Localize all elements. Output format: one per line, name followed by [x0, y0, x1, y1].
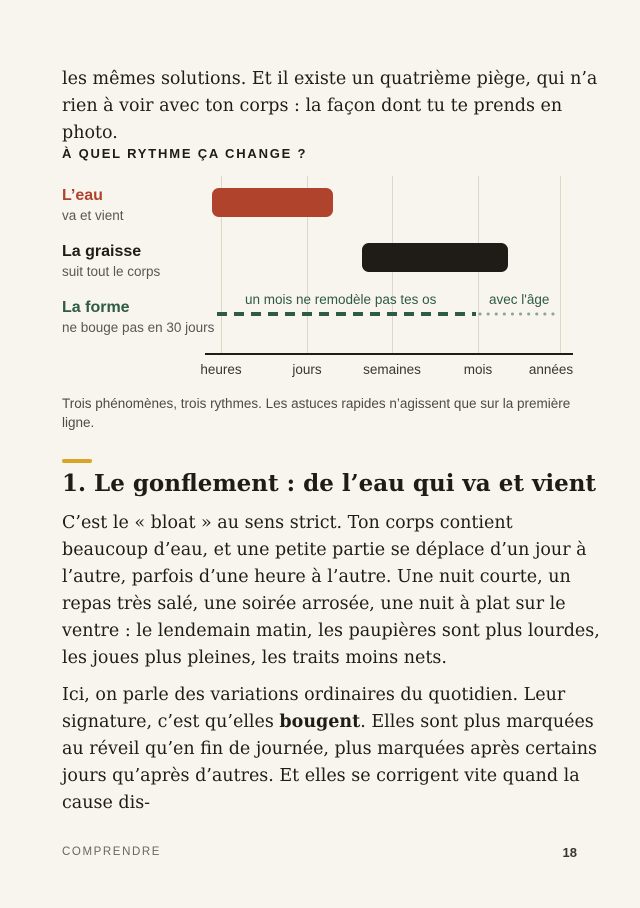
p2-text-before: Ici, on parle des variations ordinaires du quotidien. Leur signature, c’est qu’elles [62, 685, 566, 732]
shape-note-age: avec l'âge [489, 292, 550, 307]
figure-caption: Trois phénomènes, trois rythmes. Les astuces rapides n’agissent que sur la première ligne. [62, 396, 571, 430]
tick-annees: années [528, 362, 574, 377]
row-label-water: L’eau [62, 187, 103, 204]
section-heading: 1. Le gonflement : de l’eau qui va et vient [62, 470, 597, 497]
section-body [62, 510, 602, 827]
tick-mois: mois [463, 362, 493, 377]
footer-page-number: 18 [562, 845, 577, 860]
row-label-fat: La graisse [62, 243, 142, 260]
row-sub-water: va et vient [62, 208, 124, 223]
body-paragraph-2 [62, 682, 602, 817]
intro-line-1: les mêmes solutions. Et il existe un quatrième piège, qui n’a [62, 69, 598, 89]
intro-line-2: rien à voir avec ton corps : la façon dont tu te prends en photo. [62, 96, 563, 143]
row-sub-shape: ne bouge pas en 30 jours [62, 320, 215, 335]
figure-title: À QUEL RYTHME ÇA CHANGE ? [62, 146, 308, 161]
body-paragraph-1: C’est le « bloat » au sens strict. Ton corps contient beaucoup d’eau, et une petite partie se déplace d’un jour à l’autre, parfois d’une heure à l’autre. Une nuit courte, un repas très salé, une soirée arrosée, une nuit à plat sur le ventre : le lendemain matin, les paupières sont plus lourdes, les joues plus pleines, les traits moins nets. [62, 513, 600, 668]
section-accent-rule [62, 459, 92, 463]
tick-heures: heures [200, 362, 242, 377]
tick-jours: jours [292, 362, 322, 377]
shape-note-month: un mois ne remodèle pas tes os [245, 292, 437, 307]
row-label-shape: La forme [62, 299, 130, 316]
tick-semaines: semaines [363, 362, 421, 377]
p2-bold-word: bougent [279, 712, 361, 732]
footer-section-name: COMPRENDRE [62, 846, 162, 858]
p2-text-after: . Elles sont plus marquées au réveil qu’en fin de journée, plus marquées après certains jours qu’après d’autres. Et elles se corrigent vite quand la cause dis- [62, 712, 598, 813]
row-sub-fat: suit tout le corps [62, 264, 161, 279]
time-axis [205, 353, 573, 355]
